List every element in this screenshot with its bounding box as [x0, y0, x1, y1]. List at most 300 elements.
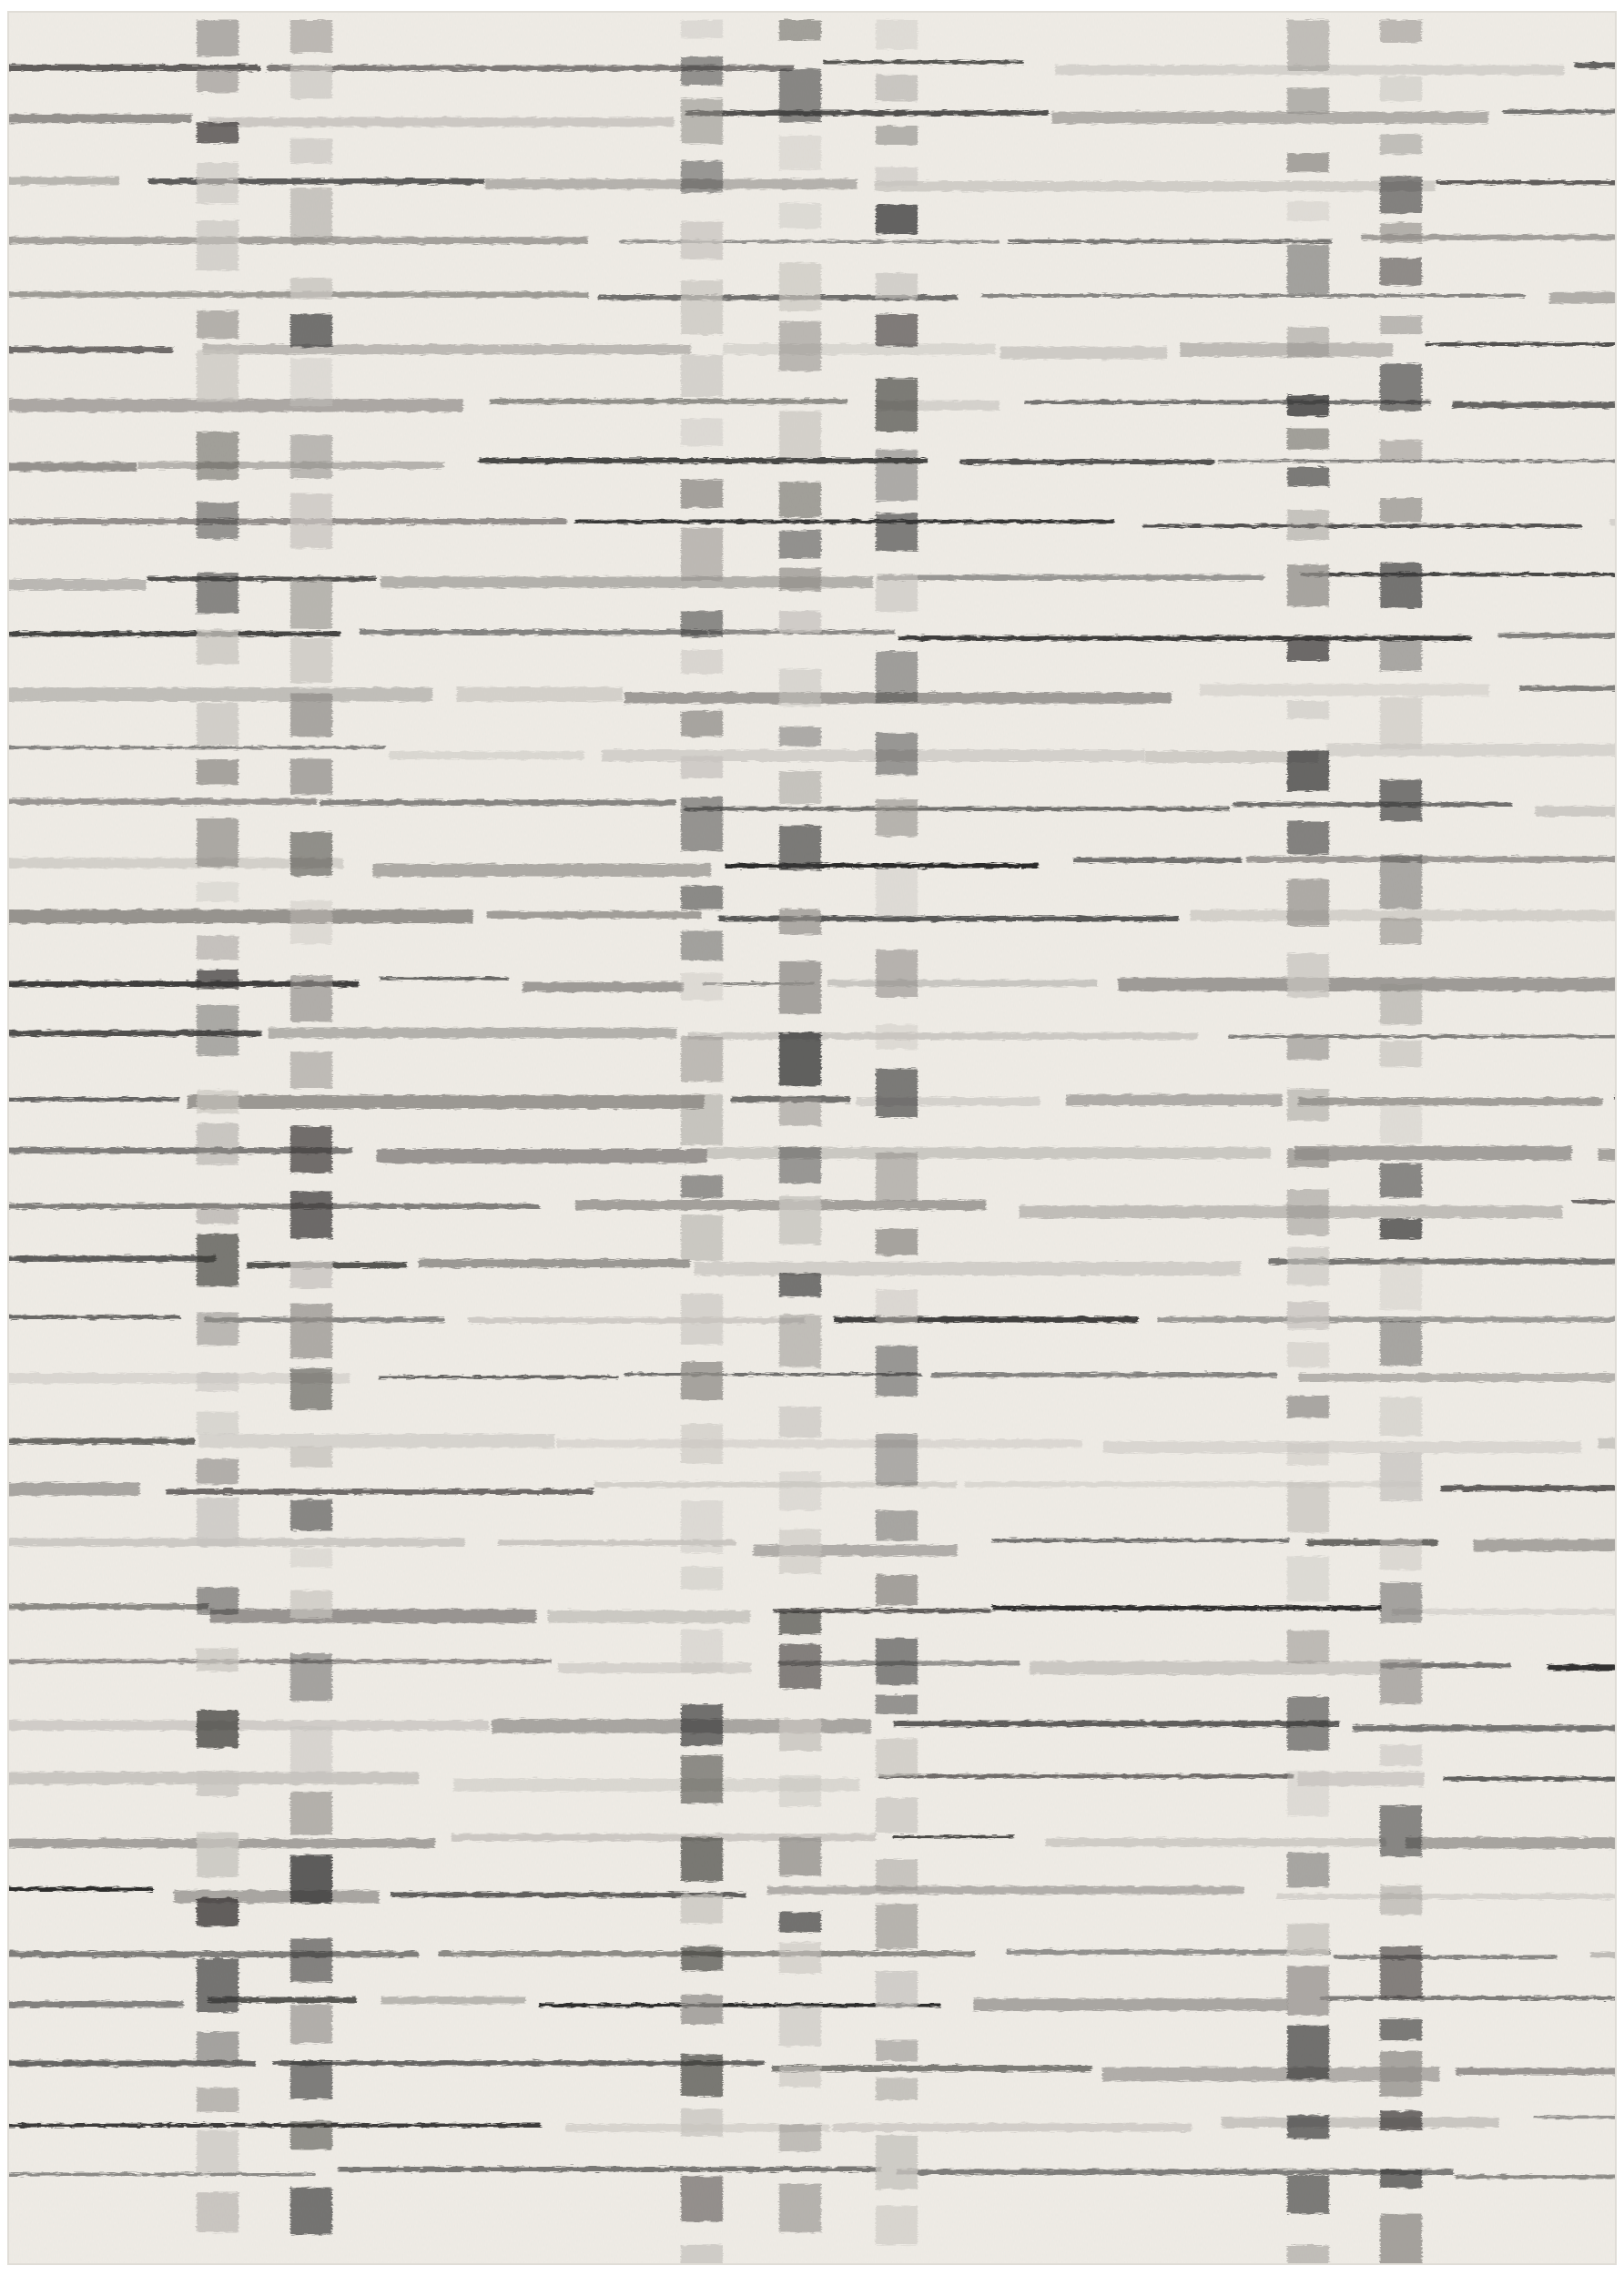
- stripe-segment: [338, 2167, 881, 2172]
- column-block: [197, 882, 239, 902]
- column-block: [1380, 2018, 1422, 2040]
- column-block: [681, 480, 723, 508]
- column-block: [1287, 2176, 1329, 2214]
- stripe-segment: [7, 579, 147, 590]
- column-block: [779, 69, 821, 123]
- column-block: [1380, 697, 1422, 750]
- column-block: [876, 2040, 918, 2061]
- stripe-segment: [487, 911, 702, 919]
- stripe-segment: [1222, 2118, 1499, 2128]
- column-block: [290, 1726, 332, 1780]
- column-block: [876, 1229, 918, 1255]
- stripe-segment: [7, 177, 119, 185]
- column-block: [197, 2032, 239, 2061]
- column-block: [290, 832, 332, 876]
- column-block: [681, 1036, 723, 1082]
- stripe-segment: [1549, 292, 1617, 304]
- column-block: [290, 138, 332, 163]
- column-block: [197, 122, 239, 143]
- column-block: [876, 1739, 918, 1777]
- column-block: [876, 1695, 918, 1714]
- column-block: [1380, 223, 1422, 243]
- stripe-segment: [1246, 857, 1617, 863]
- column-block: [290, 314, 332, 348]
- column-block: [1287, 153, 1329, 172]
- stripe-segment: [827, 980, 1097, 986]
- stripe-segment: [1456, 2068, 1617, 2075]
- stripe-segment: [7, 1316, 180, 1319]
- column-block: [1287, 1482, 1329, 1532]
- column-block: [1380, 1262, 1422, 1310]
- stripe-segment: [7, 1482, 139, 1495]
- column-block: [1287, 1247, 1329, 1285]
- column-block: [290, 1653, 332, 1702]
- column-block: [681, 1895, 723, 1924]
- stripe-segment: [1118, 978, 1617, 991]
- column-block: [1380, 779, 1422, 821]
- column-block: [1287, 1190, 1329, 1235]
- stripe-segment: [992, 1539, 1290, 1542]
- column-block: [1380, 2169, 1422, 2189]
- stripe-segment: [1455, 2175, 1617, 2179]
- column-block: [290, 358, 332, 406]
- column-block: [290, 493, 332, 548]
- column-block: [681, 280, 723, 334]
- column-block: [779, 482, 821, 517]
- stripe-segment: [898, 635, 1472, 640]
- column-block: [1380, 855, 1422, 909]
- stripe-segment: [695, 1262, 1241, 1275]
- stripe-segment: [389, 751, 584, 759]
- column-block: [681, 611, 723, 637]
- stripe-segment: [875, 181, 1436, 191]
- column-block: [681, 1500, 723, 1553]
- stripe-segment: [893, 1835, 1015, 1838]
- column-block: [779, 1644, 821, 1689]
- column-block: [876, 1859, 918, 1891]
- column-block: [876, 574, 918, 612]
- column-block: [681, 886, 723, 909]
- column-block: [681, 161, 723, 193]
- column-block: [779, 1942, 821, 1974]
- stripe-segment: [1030, 1661, 1380, 1675]
- column-block: [290, 1590, 332, 1619]
- column-block: [779, 1273, 821, 1296]
- stripe-segment: [1436, 180, 1618, 185]
- stripe-segment: [7, 1887, 153, 1891]
- column-block: [779, 136, 821, 170]
- stripe-segment: [7, 747, 386, 749]
- column-block: [681, 711, 723, 737]
- column-block: [197, 350, 239, 401]
- column-block: [876, 1798, 918, 1834]
- column-block: [1380, 364, 1422, 412]
- column-block: [1380, 918, 1422, 944]
- stripe-segment: [723, 344, 995, 355]
- stripe-segment: [380, 977, 508, 981]
- stripe-segment: [7, 1438, 195, 1445]
- column-block: [1380, 1745, 1422, 1766]
- column-block: [1380, 498, 1422, 522]
- stripe-segment: [479, 458, 928, 463]
- column-block: [290, 1262, 332, 1289]
- column-block: [876, 273, 918, 299]
- stripe-segment: [1334, 1956, 1557, 1960]
- column-block: [681, 1424, 723, 1464]
- column-block: [1380, 563, 1422, 608]
- stripe-segment: [457, 687, 623, 702]
- column-block: [779, 1719, 821, 1751]
- column-block: [1287, 1771, 1329, 1815]
- column-block: [290, 1052, 332, 1088]
- column-block: [1287, 879, 1329, 926]
- column-block: [876, 1153, 918, 1201]
- column-block: [779, 1147, 821, 1184]
- column-block: [197, 1123, 239, 1165]
- column-block: [779, 321, 821, 371]
- column-block: [876, 127, 918, 146]
- stripe-segment: [7, 2123, 541, 2127]
- column-block: [1380, 1163, 1422, 1198]
- column-block: [1380, 2214, 1422, 2265]
- column-block: [876, 1639, 918, 1685]
- stripe-segment: [485, 179, 857, 189]
- column-block: [876, 1510, 918, 1540]
- column-block: [1380, 1105, 1422, 1144]
- column-block: [290, 1304, 332, 1358]
- column-block: [197, 1204, 239, 1224]
- column-block: [290, 1368, 332, 1410]
- column-block: [290, 435, 332, 479]
- column-block: [1380, 1539, 1422, 1570]
- column-block: [779, 1407, 821, 1438]
- stripe-segment: [203, 344, 691, 354]
- column-block: [1287, 1443, 1329, 1465]
- stripe-segment: [372, 864, 711, 877]
- column-block: [1380, 2111, 1422, 2130]
- stripe-segment: [1406, 1837, 1617, 1849]
- column-block: [1380, 440, 1422, 462]
- column-block: [1287, 2245, 1329, 2265]
- column-block: [197, 629, 239, 664]
- stripe-segment: [7, 1097, 179, 1102]
- column-block: [1287, 1697, 1329, 1751]
- column-block: [197, 310, 239, 339]
- column-block: [197, 936, 239, 960]
- column-block: [290, 1792, 332, 1834]
- column-block: [779, 203, 821, 229]
- stripe-segment: [823, 60, 1023, 64]
- column-block: [876, 1904, 918, 1948]
- stripe-segment: [1180, 343, 1393, 357]
- stripe-segment: [1142, 524, 1582, 528]
- column-block: [779, 411, 821, 458]
- stripe-segment: [1320, 1997, 1617, 2001]
- column-block: [876, 869, 918, 917]
- column-block: [681, 1567, 723, 1590]
- column-block: [681, 221, 723, 259]
- stripe-segment: [523, 982, 684, 992]
- column-block: [1380, 1805, 1422, 1856]
- column-block: [1380, 20, 1422, 43]
- column-block: [290, 758, 332, 794]
- column-block: [290, 66, 332, 99]
- column-block: [197, 220, 239, 270]
- column-block: [290, 1192, 332, 1239]
- stripe-segment: [981, 294, 1526, 298]
- column-block: [290, 2188, 332, 2235]
- column-block: [876, 378, 918, 432]
- stripe-segment: [7, 2001, 184, 2007]
- stripe-segment: [1007, 1949, 1331, 1955]
- stripe-segment: [685, 807, 1230, 810]
- stripe-segment: [1066, 1094, 1283, 1105]
- column-block: [1380, 1219, 1422, 1240]
- stripe-segment: [965, 1481, 1420, 1487]
- column-block: [779, 826, 821, 870]
- column-block: [1380, 641, 1422, 671]
- column-block: [681, 973, 723, 1001]
- column-block: [779, 2125, 821, 2152]
- column-block: [876, 168, 918, 187]
- stripe-segment: [166, 1489, 593, 1495]
- column-block: [779, 1775, 821, 1806]
- column-block: [681, 1294, 723, 1345]
- stripe-segment: [7, 1660, 552, 1664]
- stripe-segment: [490, 399, 848, 404]
- column-block: [681, 1362, 723, 1400]
- column-block: [779, 1529, 821, 1574]
- column-block: [197, 703, 239, 746]
- column-block: [197, 818, 239, 867]
- stripe-segment: [973, 1998, 1287, 2011]
- stripe-segment: [7, 1604, 208, 1610]
- column-block: [197, 1959, 239, 2013]
- column-block: [197, 432, 239, 480]
- column-block: [779, 2006, 821, 2047]
- column-block: [779, 1472, 821, 1511]
- stripe-segment: [1233, 802, 1512, 807]
- stripe-segment: [1326, 744, 1617, 757]
- stripe-segment: [557, 1439, 1082, 1448]
- column-block: [197, 1373, 239, 1392]
- column-block: [1287, 1034, 1329, 1060]
- column-block: [876, 1290, 918, 1324]
- column-block: [779, 1611, 821, 1634]
- stripe-segment: [1452, 401, 1617, 408]
- column-block: [681, 528, 723, 581]
- stripe-segment: [7, 347, 173, 353]
- column-block: [1287, 20, 1329, 71]
- column-block: [1380, 1946, 1422, 1999]
- column-block: [1287, 1557, 1329, 1602]
- column-block: [290, 1447, 332, 1468]
- column-block: [681, 2108, 723, 2136]
- stripe-segment: [7, 687, 432, 701]
- column-block: [197, 1649, 239, 1672]
- column-block: [1380, 984, 1422, 1024]
- column-block: [779, 961, 821, 1014]
- column-block: [876, 799, 918, 837]
- column-block: [197, 573, 239, 614]
- column-block: [876, 20, 918, 49]
- stripe-segment: [379, 1376, 618, 1378]
- column-block: [290, 900, 332, 944]
- column-block: [681, 798, 723, 851]
- stripe-segment: [7, 519, 567, 525]
- column-block: [197, 162, 239, 203]
- stripe-segment: [381, 1997, 526, 2004]
- stripe-segment: [7, 1951, 419, 1957]
- column-block: [681, 56, 723, 86]
- column-block: [1287, 1396, 1329, 1417]
- column-block: [1380, 1321, 1422, 1366]
- column-block: [779, 263, 821, 311]
- column-block: [197, 1412, 239, 1435]
- column-block: [876, 1434, 918, 1486]
- column-block: [779, 669, 821, 706]
- column-block: [1287, 638, 1329, 661]
- column-block: [290, 1938, 332, 1982]
- column-block: [681, 20, 723, 38]
- stripe-segment: [685, 110, 1049, 116]
- column-block: [681, 1175, 723, 1198]
- stripe-segment: [1008, 239, 1332, 243]
- column-block: [681, 1094, 723, 1145]
- column-block: [681, 1704, 723, 1746]
- column-block: [1287, 201, 1329, 221]
- column-block: [1287, 2026, 1329, 2079]
- column-block: [1380, 258, 1422, 285]
- column-block: [876, 2078, 918, 2100]
- stripe-segment: [1590, 1952, 1617, 1957]
- column-block: [1287, 1089, 1329, 1121]
- stripe-segment: [1474, 1539, 1618, 1552]
- column-block: [290, 580, 332, 630]
- column-block: [1380, 76, 1422, 101]
- stripe-segment: [879, 1774, 1294, 1779]
- stripe-segment: [7, 1204, 540, 1209]
- stripe-segment: [1519, 686, 1617, 691]
- rug: [7, 11, 1617, 2265]
- column-block: [876, 651, 918, 703]
- column-block: [681, 355, 723, 397]
- column-block: [779, 611, 821, 633]
- stripe-segment: [1534, 2116, 1618, 2119]
- stripe-segment: [1443, 1776, 1617, 1781]
- stripe-segment: [147, 576, 376, 581]
- stripe-segment: [1073, 858, 1242, 863]
- column-block: [681, 756, 723, 777]
- column-block: [1380, 1453, 1422, 1501]
- column-block: [1287, 467, 1329, 486]
- column-block: [876, 205, 918, 234]
- column-block: [197, 2088, 239, 2111]
- column-block: [1287, 245, 1329, 294]
- stripe-segment: [688, 1032, 1198, 1040]
- stripe-segment: [575, 520, 1115, 523]
- stripe-segment: [7, 1255, 216, 1262]
- stripe-segment: [188, 1095, 705, 1109]
- column-block: [876, 1024, 918, 1049]
- column-block: [681, 1755, 723, 1804]
- stripe-segment: [419, 1259, 690, 1268]
- column-block: [681, 1995, 723, 2025]
- column-block: [681, 930, 723, 960]
- column-block: [197, 759, 239, 785]
- column-block: [876, 950, 918, 998]
- stripe-segment: [960, 460, 1215, 464]
- stripe-segment: [208, 117, 675, 127]
- column-block: [1287, 750, 1329, 791]
- column-block: [876, 1346, 918, 1397]
- column-block: [1287, 88, 1329, 114]
- column-block: [779, 909, 821, 935]
- stripe-segment: [1277, 1894, 1617, 1899]
- column-block: [779, 2184, 821, 2233]
- stripe-segment: [1025, 401, 1431, 404]
- column-block: [290, 1499, 332, 1530]
- column-block: [876, 2206, 918, 2246]
- column-block: [681, 419, 723, 446]
- column-block: [1380, 1041, 1422, 1067]
- stripe-segment: [1498, 633, 1617, 638]
- stripe-segment: [1200, 684, 1489, 696]
- stripe-segment: [360, 630, 707, 635]
- column-block: [1380, 1582, 1422, 1622]
- column-block: [197, 20, 239, 56]
- stripe-segment: [1294, 1146, 1572, 1161]
- column-block: [1287, 429, 1329, 450]
- stripe-segment: [1046, 1838, 1386, 1846]
- stripe-segment: [1052, 112, 1488, 124]
- column-block: [197, 1711, 239, 1749]
- stripe-segment: [1599, 1149, 1617, 1161]
- stripe-segment: [210, 1609, 536, 1622]
- stripe-segment: [7, 1721, 489, 1731]
- column-block: [1287, 327, 1329, 358]
- stripe-segment: [7, 798, 317, 805]
- column-block: [779, 1912, 821, 1932]
- column-block: [290, 2005, 332, 2044]
- column-block: [290, 278, 332, 299]
- stripe-segment: [931, 1373, 1277, 1377]
- column-block: [779, 1315, 821, 1367]
- stripe-segment: [269, 1028, 676, 1039]
- column-block: [779, 771, 821, 804]
- stripe-segment: [1299, 1374, 1617, 1382]
- column-block: [1380, 1397, 1422, 1437]
- column-block: [779, 2067, 821, 2088]
- column-block: [681, 98, 723, 144]
- column-block: [1380, 1660, 1422, 1704]
- column-block: [290, 1549, 332, 1568]
- column-block: [290, 20, 332, 53]
- column-block: [1287, 821, 1329, 855]
- column-block: [197, 1771, 239, 1796]
- column-block: [1287, 1924, 1329, 1955]
- column-block: [290, 1855, 332, 1904]
- stripe-segment: [7, 909, 473, 923]
- column-block: [197, 2130, 239, 2173]
- column-block: [876, 1069, 918, 1118]
- column-block: [290, 188, 332, 243]
- column-block: [779, 20, 821, 41]
- column-block: [1287, 1631, 1329, 1663]
- column-block: [1287, 1342, 1329, 1367]
- column-block: [197, 1312, 239, 1346]
- column-block: [1380, 2051, 1422, 2097]
